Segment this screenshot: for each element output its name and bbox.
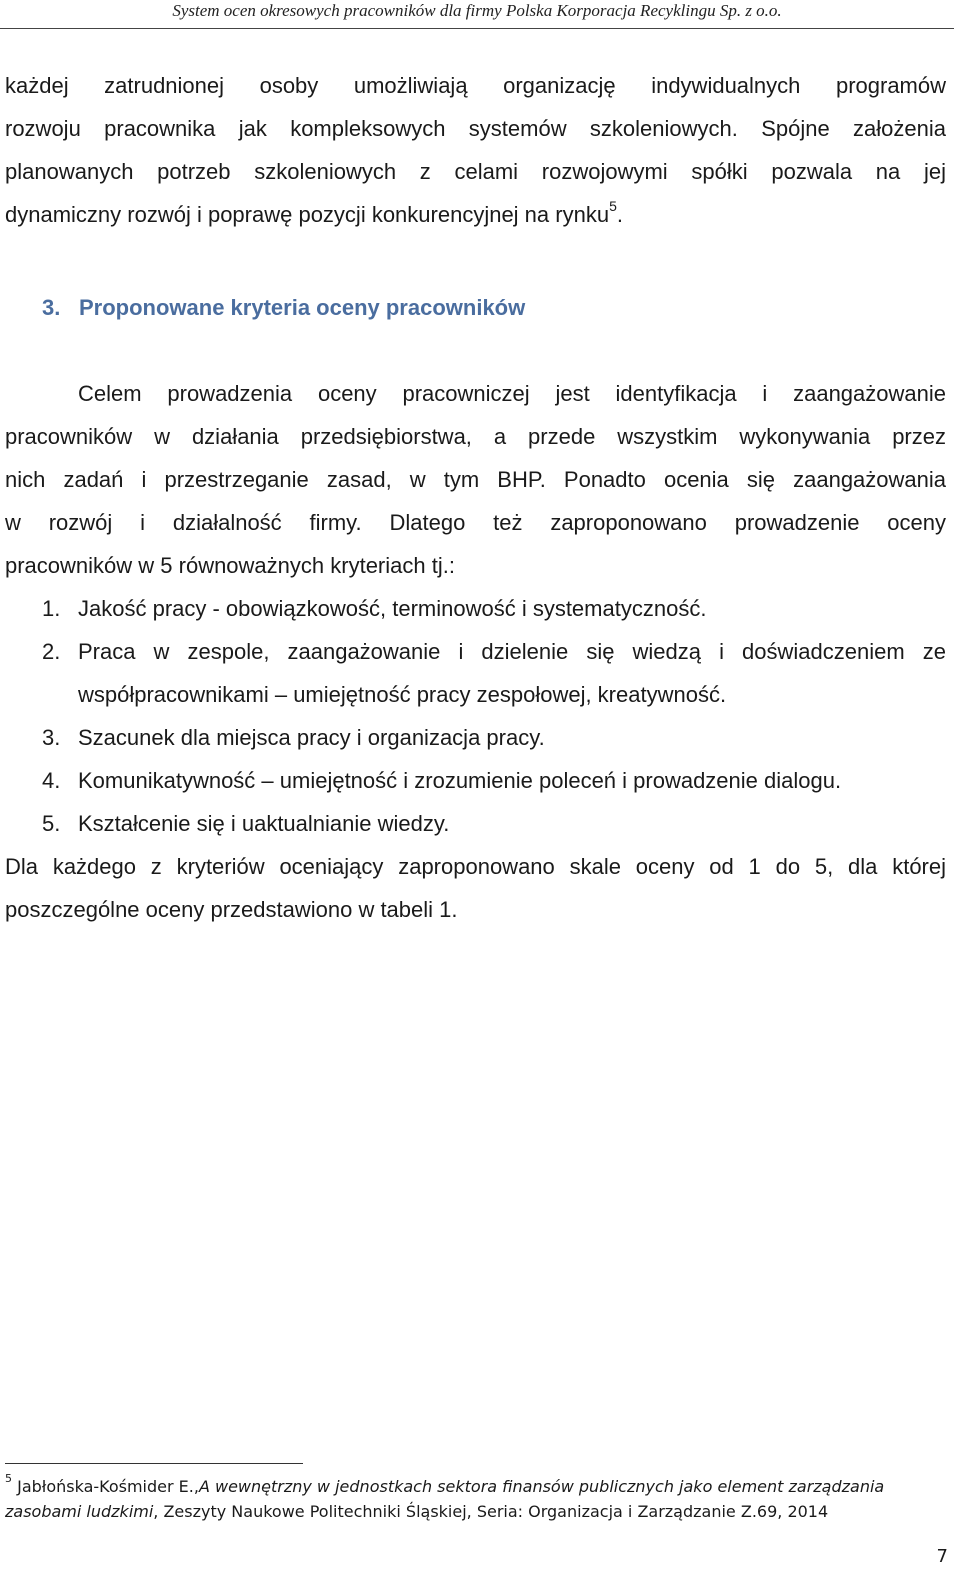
footnote-line-1 xyxy=(5,1471,945,1499)
running-header xyxy=(0,0,954,29)
body-line-4: w rozwój i działalność firmy. Dlatego też zaproponowano prowadzenie oceny xyxy=(5,510,946,535)
intro-line-4-end: . xyxy=(616,202,623,227)
intro-line-4-text: dynamiczny rozwój i poprawę pozycji konkurencyjnej na rynku xyxy=(5,202,610,227)
section-number: 3. xyxy=(42,295,61,320)
criteria-item-3: Szacunek dla miejsca pracy i organizacja pracy. xyxy=(78,725,545,750)
criteria-item-5: Kształcenie się i uaktualnianie wiedzy. xyxy=(78,811,450,836)
footnote-marker: 5 xyxy=(5,1471,12,1485)
intro-line-4 xyxy=(5,193,946,236)
criteria-number-5: 5. xyxy=(42,811,61,836)
body-line-5: pracowników w 5 równoważnych kryteriach tj.: xyxy=(5,553,455,578)
intro-line-1: każdej zatrudnionej osoby umożliwiają organizację indywidualnych programów xyxy=(5,73,946,98)
page-number: 7 xyxy=(936,1546,948,1567)
running-header-title: System ocen okresowych pracowników dla firmy Polska Korporacja Recyklingu Sp. z o.o. xyxy=(172,1,782,20)
footnote-line-2 xyxy=(5,1499,945,1524)
body-line-3: nich zadań i przestrzeganie zasad, w tym BHP. Ponadto ocenia się zaangażowania xyxy=(5,467,946,492)
criteria-item-2-line-1: Praca w zespole, zaangażowanie i dzielenie się wiedzą i doświadczeniem ze xyxy=(78,639,946,664)
footnote-divider xyxy=(5,1463,303,1464)
body-line-1: Celem prowadzenia oceny pracowniczej jest identyfikacja i zaangażowanie xyxy=(78,381,946,406)
body-line-2: pracowników w działania przedsiębiorstwa, a przede wszystkim wykonywania przez xyxy=(5,424,946,449)
criteria-number-3: 3. xyxy=(42,725,61,750)
section-title: Proponowane kryteria oceny pracowników xyxy=(79,295,526,320)
footnote-title: A wewnętrzny w jednostkach sektora finansów publicznych jako element zarządzania xyxy=(198,1477,885,1496)
criteria-item-2-line-2: współpracownikami – umiejętność pracy zespołowej, kreatywność. xyxy=(78,682,727,707)
closing-line-1: Dla każdego z kryteriów oceniający zaproponowano skale oceny od 1 do 5, dla której xyxy=(5,854,946,879)
criteria-number-2: 2. xyxy=(42,639,61,664)
criteria-item-1: Jakość pracy - obowiązkowość, terminowość i systematyczność. xyxy=(78,596,707,621)
footnote-author: Jabłońska-Kośmider E., xyxy=(17,1477,199,1496)
criteria-number-1: 1. xyxy=(42,596,61,621)
intro-line-2: rozwoju pracownika jak kompleksowych systemów szkoleniowych. Spójne założenia xyxy=(5,116,946,141)
criteria-item-4: Komunikatywność – umiejętność i zrozumienie poleceń i prowadzenie dialogu. xyxy=(78,768,842,793)
footnote-reference[interactable]: 5 xyxy=(609,197,617,214)
footnote-title-cont: zasobami ludzkimi xyxy=(5,1502,154,1521)
footnote-source: , Zeszyty Naukowe Politechniki Śląskiej, Seria: Organizacja i Zarządzanie Z.69, 2014 xyxy=(153,1502,829,1521)
closing-line-2: poszczególne oceny przedstawiono w tabeli 1. xyxy=(5,897,458,922)
intro-line-3: planowanych potrzeb szkoleniowych z celami rozwojowymi spółki pozwala na jej xyxy=(5,159,946,184)
section-heading xyxy=(42,288,525,328)
criteria-number-4: 4. xyxy=(42,768,61,793)
